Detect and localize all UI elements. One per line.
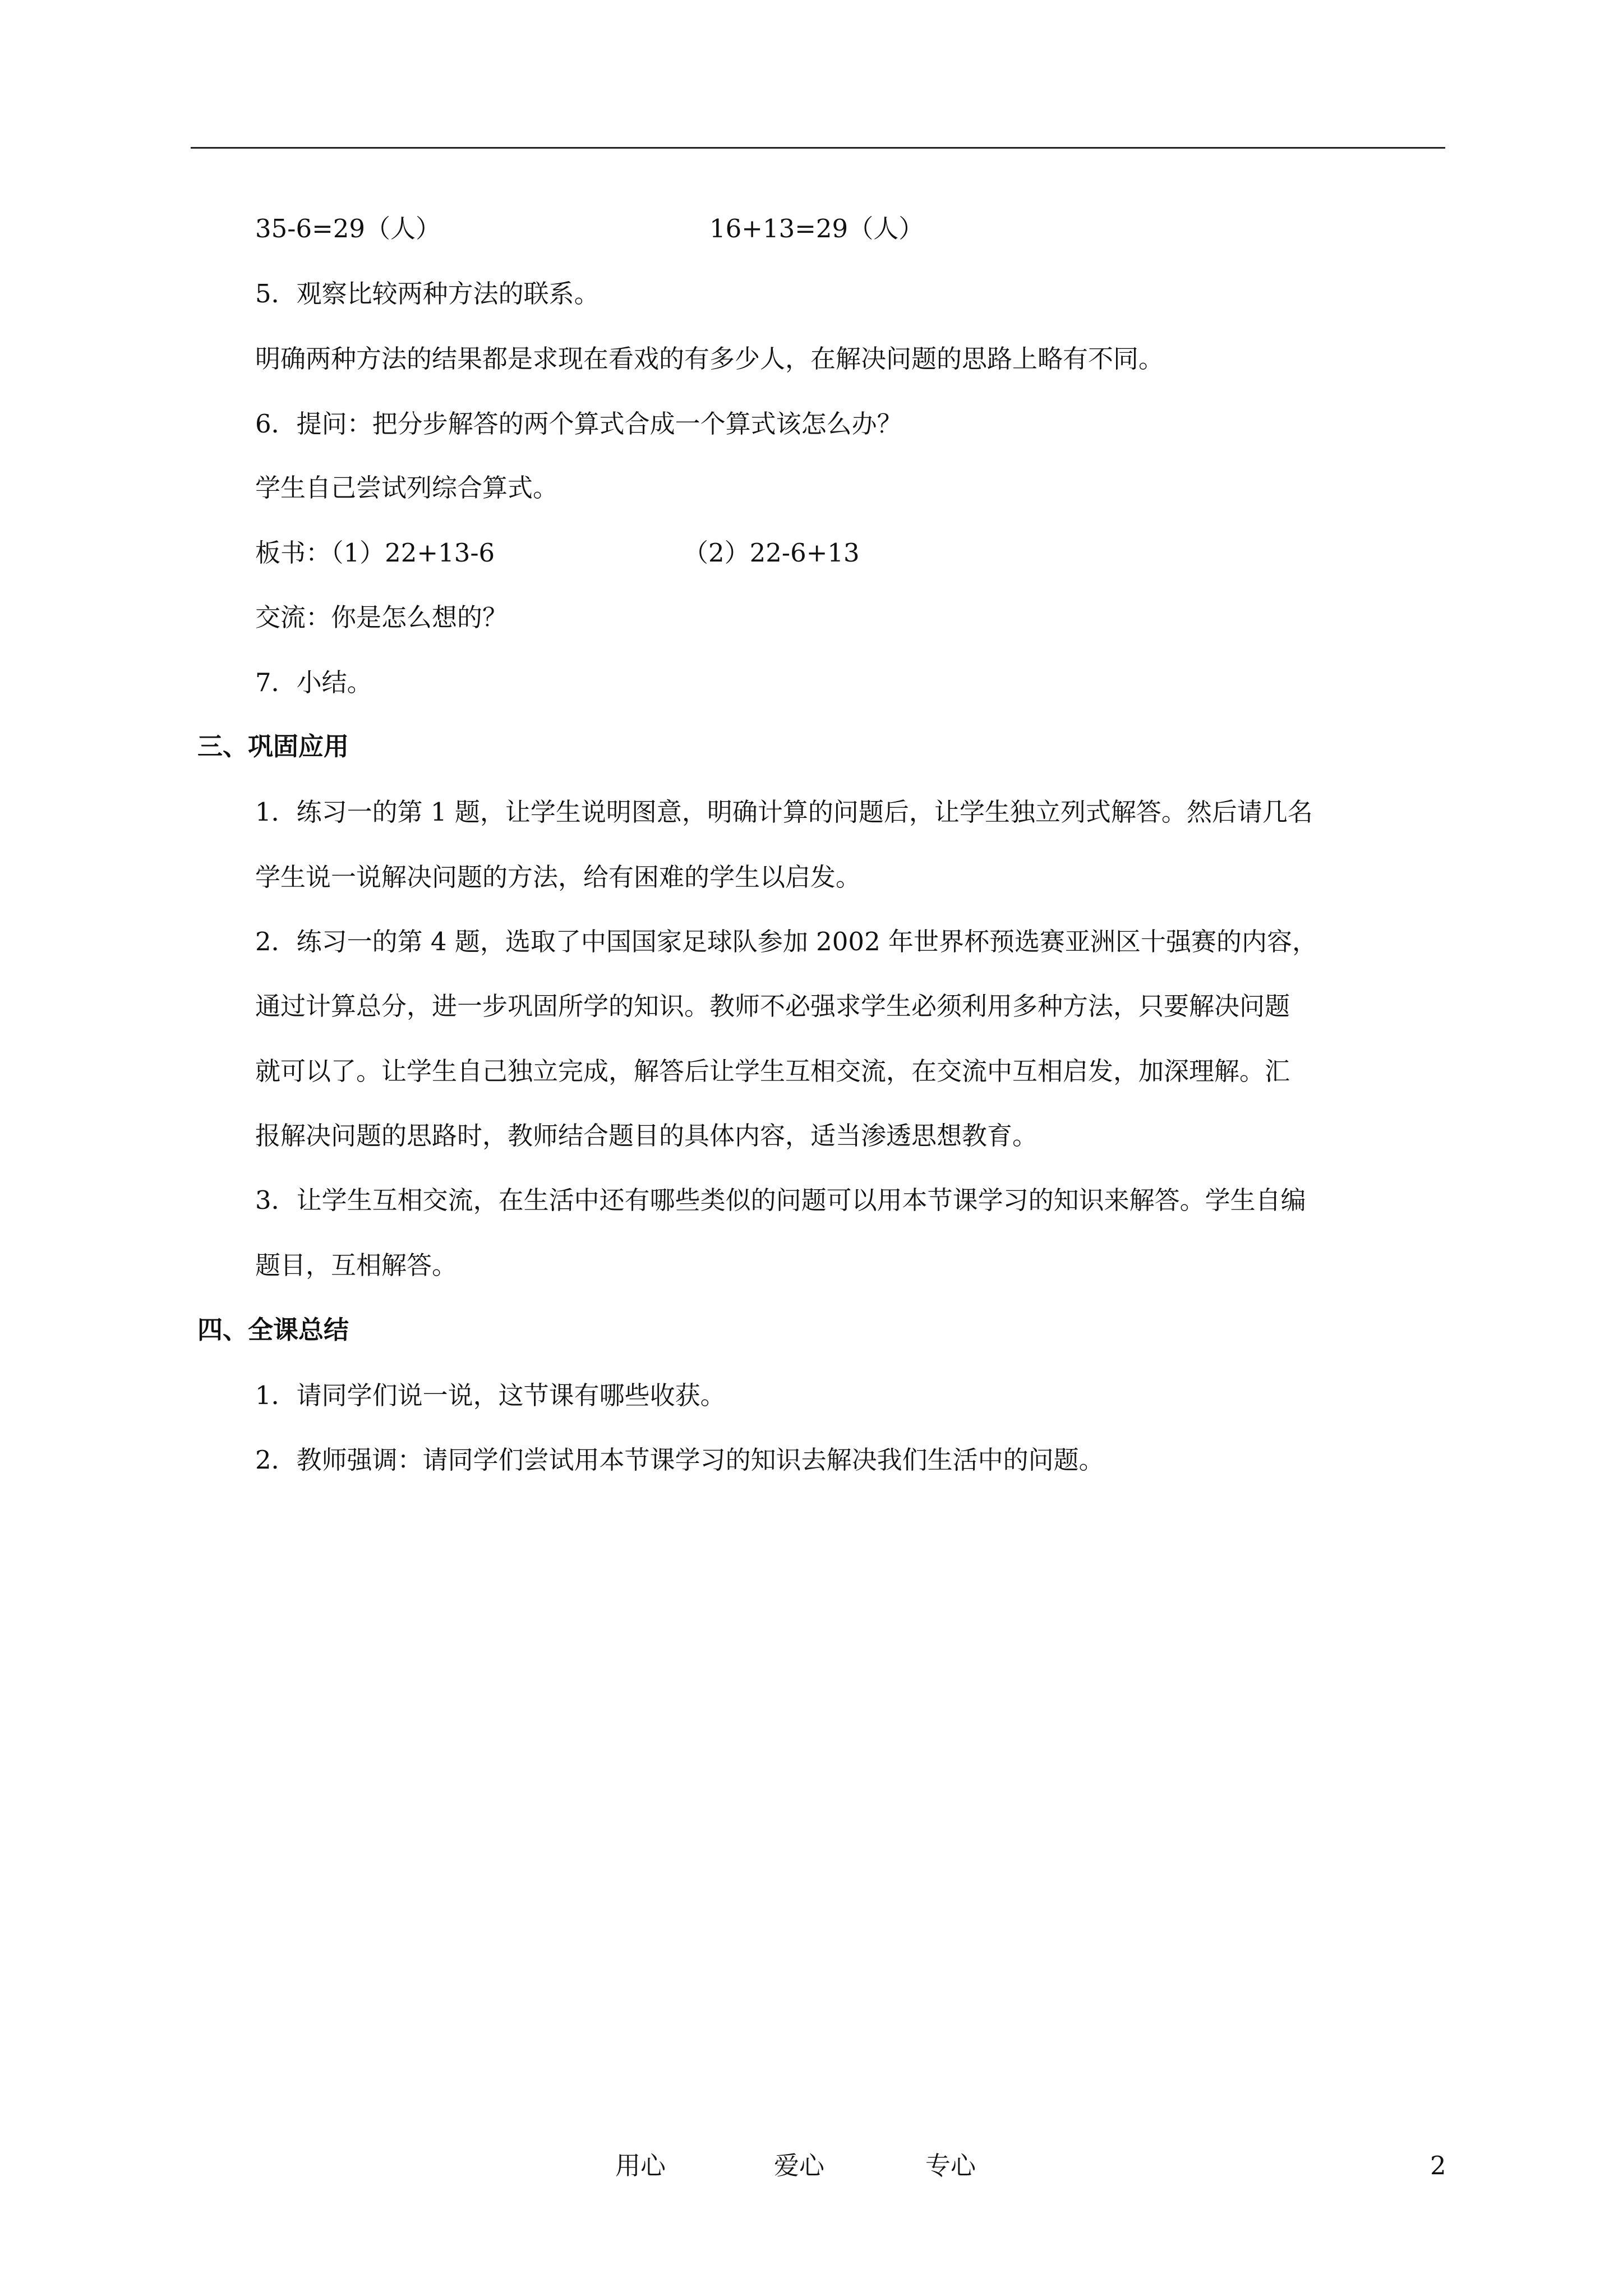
section-heading-3: 三、巩固应用 — [197, 731, 349, 761]
step-5: 5．观察比较两种方法的联系。 — [255, 279, 600, 309]
practice-2-line-3: 就可以了。让学生自己独立完成，解答后让学生互相交流，在交流中互相启发，加深理解。汇 — [255, 1056, 1290, 1086]
practice-2-line-2: 通过计算总分，进一步巩固所学的知识。教师不必强求学生必须利用多种方法，只要解决问题 — [255, 991, 1290, 1021]
practice-3-line-1: 3．让学生互相交流，在生活中还有哪些类似的问题可以用本节课学习的知识来解答。学生自编 — [255, 1185, 1306, 1215]
page-number: 2 — [1430, 2151, 1446, 2180]
step-7: 7．小结。 — [255, 668, 372, 697]
practice-3-line-2: 题目，互相解答。 — [255, 1250, 458, 1280]
footer-word-2: 爱心 — [774, 2151, 825, 2180]
footer-word-1: 用心 — [615, 2151, 666, 2180]
header-rule — [191, 147, 1445, 149]
section-heading-4: 四、全课总结 — [197, 1315, 349, 1345]
summary-2: 2．教师强调：请同学们尝试用本节课学习的知识去解决我们生活中的问题。 — [255, 1445, 1104, 1475]
equation-b: 16+13=29（人） — [709, 214, 924, 243]
practice-1-line-1: 1．练习一的第 1 题，让学生说明图意，明确计算的问题后，让学生独立列式解答。然后请几名 — [255, 797, 1313, 827]
board-writing-2: （2）22-6+13 — [683, 538, 860, 568]
step-6: 6．提问：把分步解答的两个算式合成一个算式该怎么办？ — [255, 409, 902, 439]
practice-1-line-2: 学生说一说解决问题的方法，给有困难的学生以启发。 — [255, 862, 861, 892]
step-6-detail: 学生自己尝试列综合算式。 — [255, 473, 559, 503]
equation-a: 35-6=29（人） — [255, 214, 441, 243]
step-5-detail: 明确两种方法的结果都是求现在看戏的有多少人，在解决问题的思路上略有不同。 — [255, 344, 1164, 374]
footer-word-3: 专心 — [925, 2151, 976, 2180]
practice-2-line-4: 报解决问题的思路时，教师结合题目的具体内容，适当渗透思想教育。 — [255, 1121, 1038, 1151]
practice-2-line-1: 2．练习一的第 4 题，选取了中国国家足球队参加 2002 年世界杯预选赛亚洲区十强赛的内容， — [255, 927, 1318, 956]
summary-1: 1．请同学们说一说，这节课有哪些收获。 — [255, 1381, 726, 1410]
board-writing-1: 板书：（1）22+13-6 — [255, 538, 495, 568]
discussion: 交流：你是怎么想的？ — [255, 602, 508, 632]
